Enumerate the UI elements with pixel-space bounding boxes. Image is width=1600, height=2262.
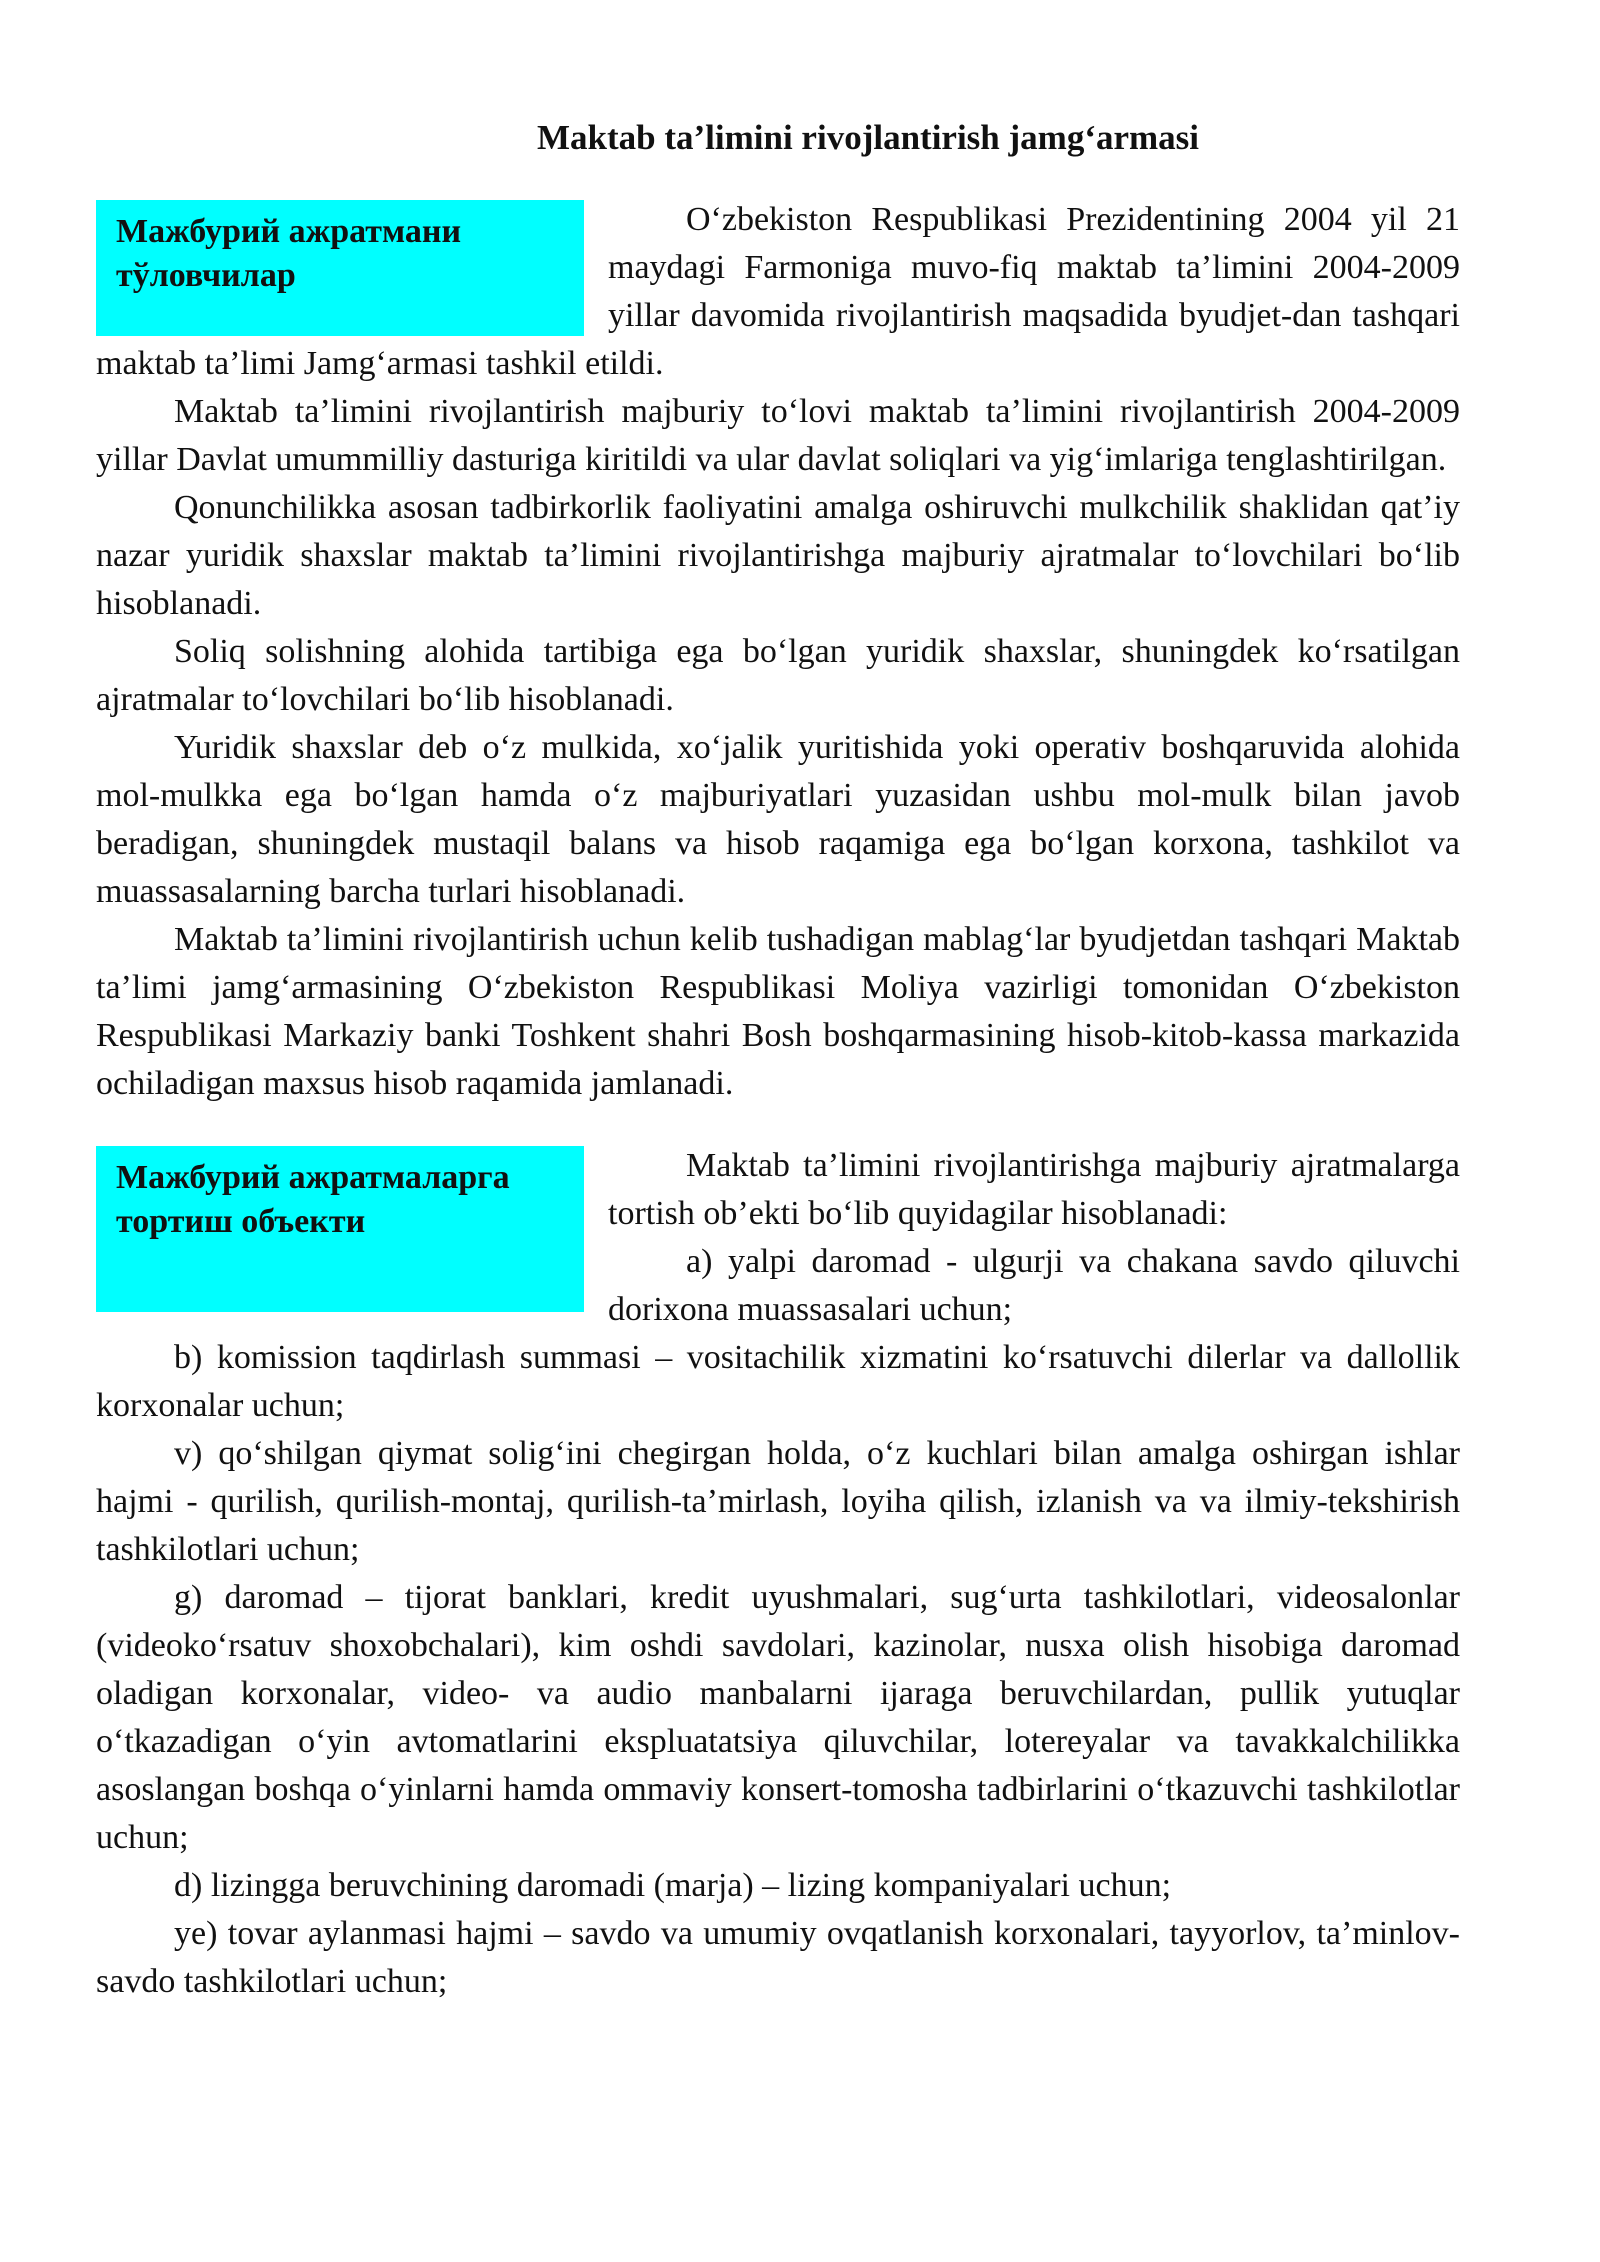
- sidebar-heading-payers: [96, 200, 584, 336]
- section-object: [96, 1142, 1460, 2006]
- paragraph: Soliq solishning alohida tartibiga ega bo‘lgan yuridik shaxslar, shuningdek ko‘rsatilgan ajratmalar to‘lovchilari bo‘lib hisoblanadi.: [96, 633, 1460, 718]
- sidebar-heading-line: Мажбурий ажратмаларга: [116, 1159, 510, 1196]
- list-item: d) lizingga beruvchining daromadi (marja) – lizing kompaniyalari uchun;: [174, 1867, 1172, 1904]
- page-title: Maktab ta’limini rivojlantirish jamg‘armasi: [536, 118, 1200, 157]
- paragraph: Maktab ta’limini rivojlantirishga majburiy ajratmalarga tortish ob’ekti bo‘lib quyidagilar hisoblanadi:: [608, 1147, 1460, 1232]
- sidebar-heading-object: [96, 1146, 584, 1312]
- document-page: [96, 110, 1460, 2006]
- paragraph: Maktab ta’limini rivojlantirish majburiy to‘lovi maktab ta’limini rivojlantirish 2004-2009 yillar Davlat umummilliy dasturiga kiritildi va ular davlat soliqlari va yig‘imlariga tenglashtirilgan.: [96, 393, 1460, 478]
- list-item: ye) tovar aylanmasi hajmi – savdo va umumiy ovqatlanish korxonalari, tayyorlov, ta’minlov-savdo tashkilotlari uchun;: [96, 1915, 1460, 2000]
- list-item: v) qo‘shilgan qiymat solig‘ini chegirgan holda, o‘z kuchlari bilan amalga oshirgan ishlar hajmi - qurilish, qurilish-montaj, qurilish-ta’mirlash, loyiha qilish, izlanish va va ilmiy-tekshirish tashkilotlari uchun;: [96, 1435, 1460, 1568]
- paragraph: Maktab ta’limini rivojlantirish uchun kelib tushadigan mablag‘lar byudjetdan tashqari Maktab ta’limi jamg‘armasining O‘zbekiston Respublikasi Moliya vazirligi tomonidan O‘zbekiston Respublikasi Markaziy banki Toshkent shahri Bosh boshqarmasining hisob-kitob-kassa markazida ochiladigan maxsus hisob raqamida jamlanadi.: [96, 921, 1460, 1102]
- sidebar-heading-line: тўловчилар: [116, 257, 296, 294]
- list-item: b) komission taqdirlash summasi – vositachilik xizmatini ko‘rsatuvchi dilerlar va dallollik korxonalar uchun;: [96, 1339, 1460, 1424]
- paragraph: Qonunchilikka asosan tadbirkorlik faoliyatini amalga oshiruvchi mulkchilik shaklidan qat’iy nazar yuridik shaxslar maktab ta’limini rivojlantirishga majburiy ajratmalar to‘lovchilari bo‘lib hisoblanadi.: [96, 489, 1460, 622]
- sidebar-heading-line: тортиш объекти: [116, 1203, 366, 1240]
- list-item: a) yalpi daromad - ulgurji va chakana savdo qiluvchi dorixona muassasalari uchun;: [608, 1243, 1460, 1328]
- list-item: g) daromad – tijorat banklari, kredit uyushmalari, sug‘urta tashkilotlari, videosalonlar (videoko‘rsatuv shoxobchalari), kim oshdi savdolari, kazinolar, nusxa olish hisobiga daromad oladigan korxonalar, video- va audio manbalarni ijaraga beruvchilardan, pullik yutuqlar o‘tkazadigan o‘yin avtomatlarini ekspluatatsiya qiluvchilar, lotereyalar va tavakkalchilikka asoslangan boshqa o‘yinlarni hamda ommaviy konsert-tomosha tadbirlarini o‘tkazuvchi tashkilotlar uchun;: [96, 1579, 1460, 1856]
- sidebar-heading-line: Мажбурий ажратмани: [116, 213, 462, 250]
- paragraph: O‘zbekiston Respublikasi Prezidentining 2004 yil 21 maydagi Farmoniga muvo-fiq maktab ta’limini 2004-2009 yillar davomida rivojlantirish maqsadida byudjet-dan tashqari maktab ta’limi Jamg‘armasi tashkil etildi.: [96, 201, 1460, 382]
- paragraph: Yuridik shaxslar deb o‘z mulkida, xo‘jalik yuritishida yoki operativ boshqaruvida alohida mol-mulkka ega bo‘lgan hamda o‘z majburiyatlari yuzasidan ushbu mol-mulk bilan javob beradigan, shuningdek mustaqil balans va hisob raqamiga ega bo‘lgan korxona, tashkilot va muassasalarning barcha turlari hisoblanadi.: [96, 729, 1460, 910]
- section-payers: [96, 196, 1460, 1108]
